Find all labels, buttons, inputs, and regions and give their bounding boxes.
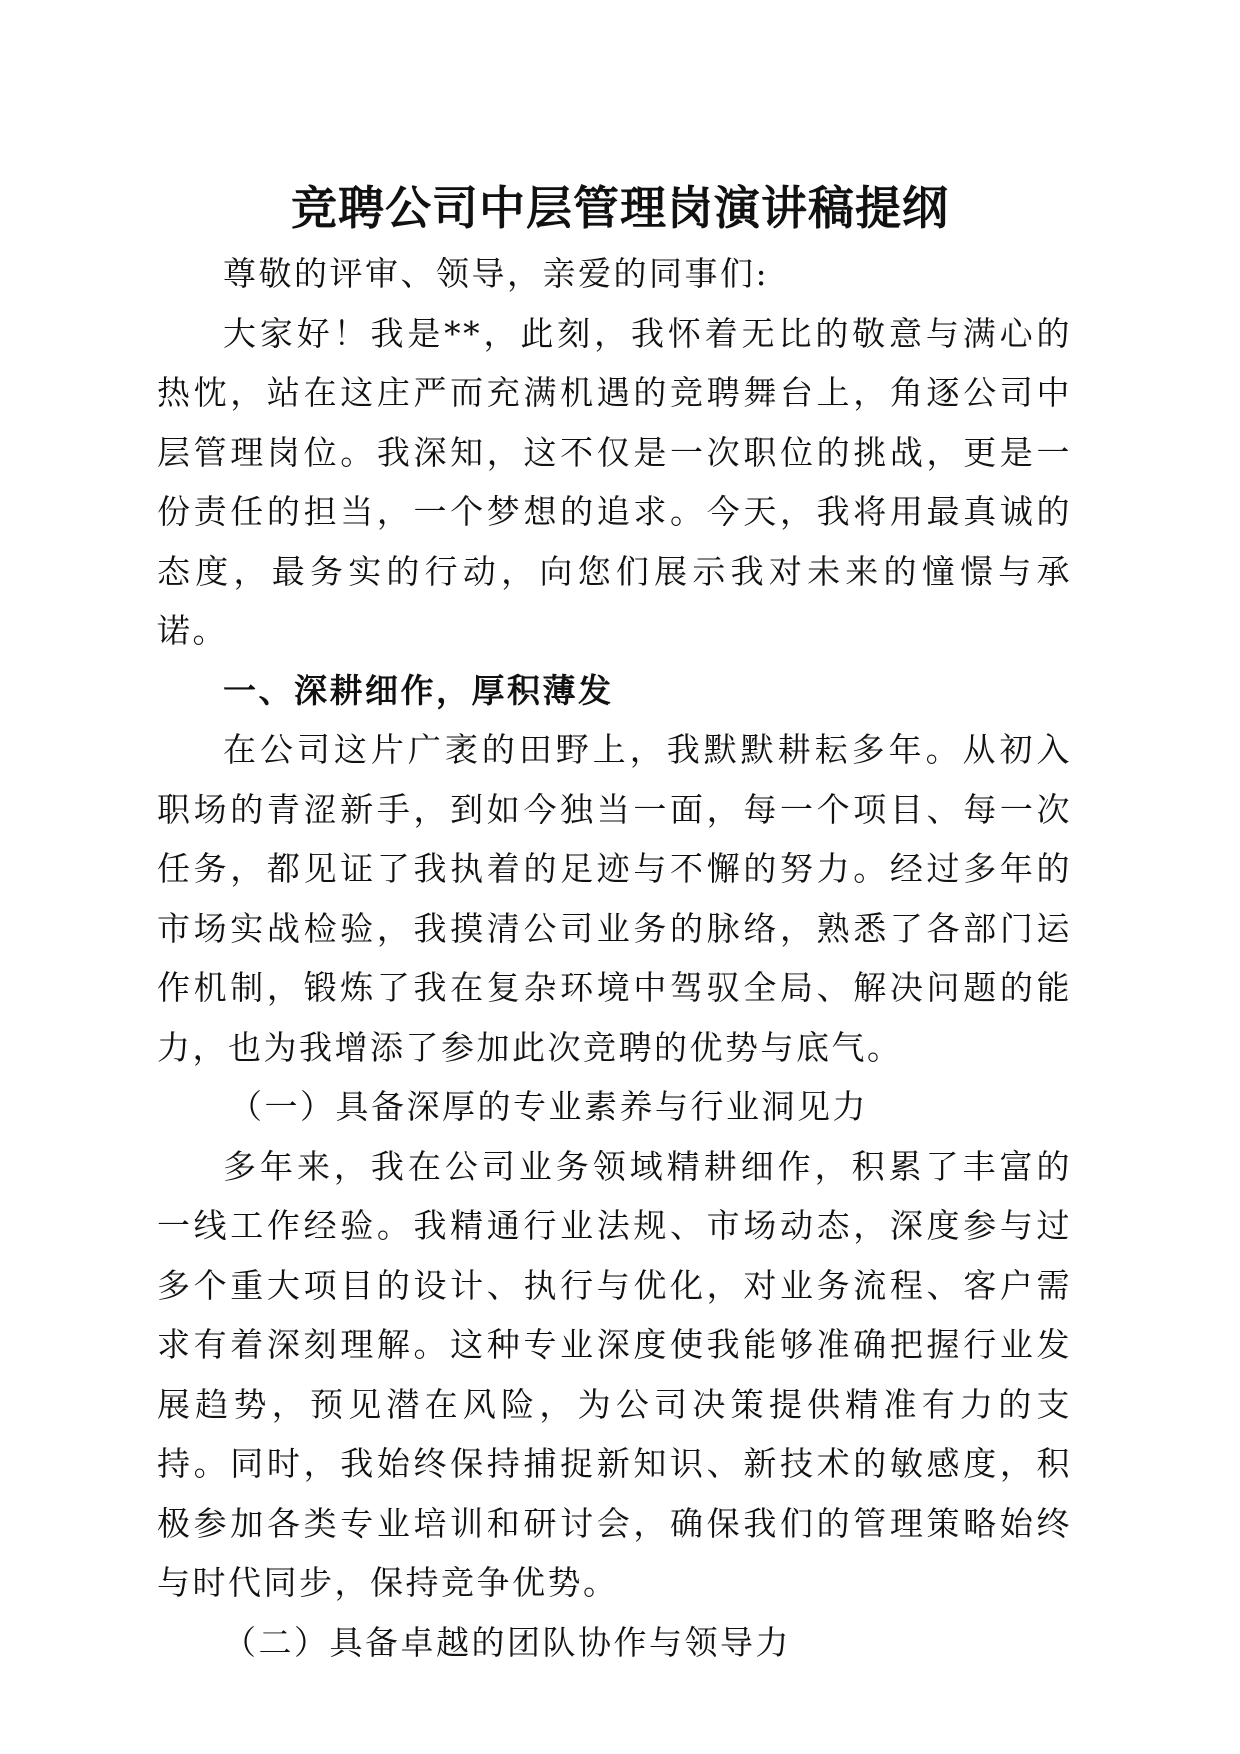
opening-paragraph: 大家好！我是**，此刻，我怀着无比的敬意与满心的热忱，站在这庄严而充满机遇的竞聘舞台上，角逐公司中层管理岗位。我深知，这不仅是一次职位的挑战，更是一份责任的担当，一个梦想的追求。今天，我将用最真诚的态度，最务实的行动，向您们展示我对未来的憧憬与承诺。 (157, 313, 1072, 650)
salutation: 尊敬的评审、领导，亲爱的同事们: (223, 254, 770, 293)
document-body (157, 244, 1072, 1672)
subsection-heading-1: （一）具备深厚的专业素养与行业洞见力 (229, 1087, 868, 1126)
subsection-heading-2: （二）具备卓越的团队协作与领导力 (223, 1622, 791, 1662)
document-title: 竞聘公司中层管理岗演讲稿提纲 (291, 181, 949, 235)
section-heading-1: 一、深耕细作，厚积薄发 (223, 670, 614, 710)
subsection-1-paragraph: 多年来，我在公司业务领域精耕细作，积累了丰富的一线工作经验。我精通行业法规、市场动态，深度参与过多个重大项目的设计、执行与优化，对业务流程、客户需求有着深刻理解。这种专业深度使我能够准确把握行业发展趋势，预见潜在风险，为公司决策提供精准有力的支持。同时，我始终保持捕捉新知识、新技术的敏感度，积极参加各类专业培训和研讨会，确保我们的管理策略始终与时代同步，保持竞争优势。 (157, 1146, 1072, 1602)
section-1-paragraph: 在公司这片广袤的田野上，我默默耕耘多年。从初入职场的青涩新手，到如今独当一面，每一个项目、每一次任务，都见证了我执着的足迹与不懈的努力。经过多年的市场实战检验，我摸清公司业务的脉络，熟悉了各部门运作机制，锻炼了我在复杂环境中驾驭全局、解决问题的能力，也为我增添了参加此次竞聘的优势与底气。 (157, 730, 1072, 1067)
